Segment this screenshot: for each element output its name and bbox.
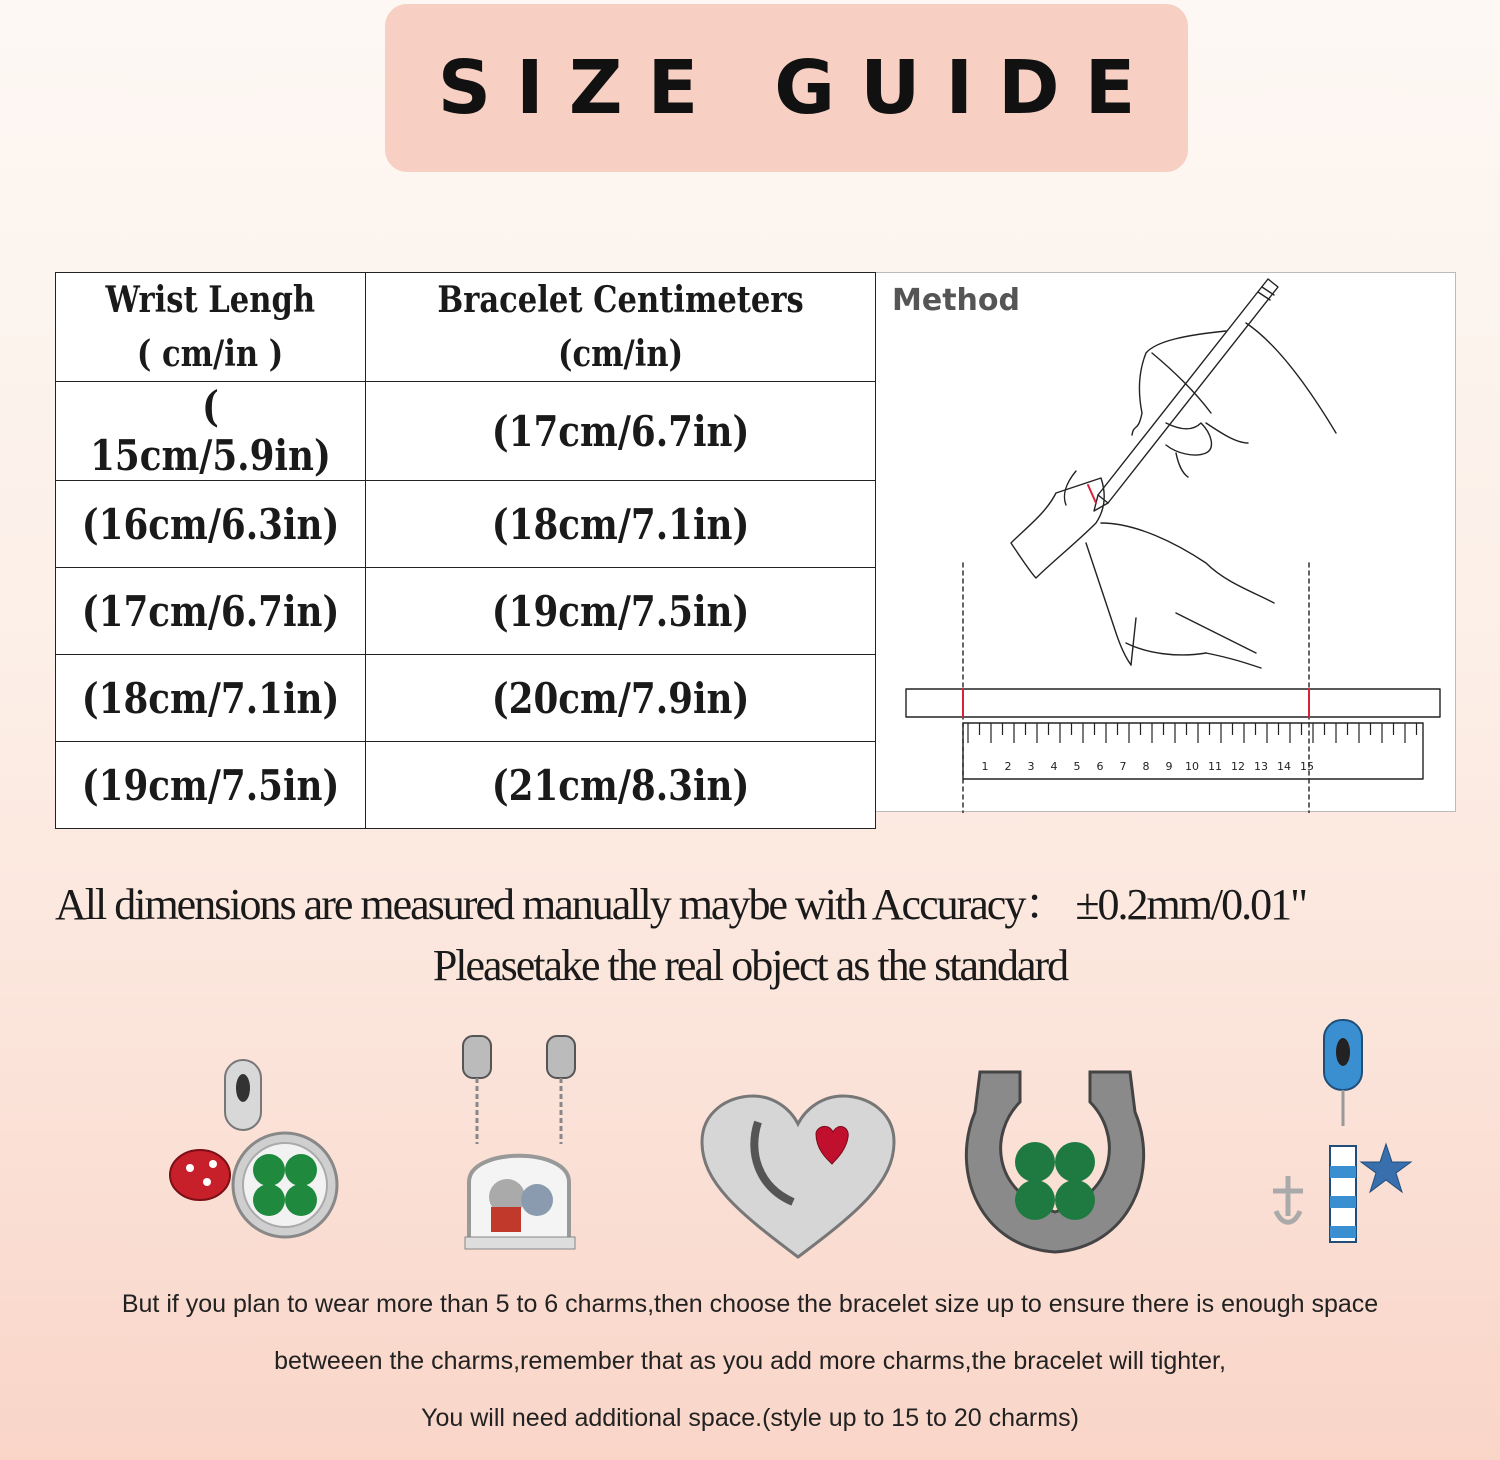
standard-note: Pleasetake the real object as the standard [432, 941, 1068, 990]
size-table [55, 272, 876, 829]
bracelet-cell [365, 481, 875, 568]
charm-gallery [0, 1010, 1500, 1280]
bracelet-value: (21cm/8.3in) [491, 760, 750, 810]
measuring-illustration [876, 273, 1456, 813]
wrist-cell [56, 655, 366, 742]
ruler-number: 11 [1208, 760, 1222, 773]
table-row [56, 481, 876, 568]
horseshoe-clover-charm-icon [950, 1062, 1160, 1257]
ruler-number: 15 [1300, 760, 1314, 773]
table-row [56, 568, 876, 655]
ruler-number: 13 [1254, 760, 1268, 773]
wrist-value: (19cm/7.5in) [81, 760, 340, 810]
page-title: SIZE GUIDE [437, 45, 1161, 131]
ruler-number: 6 [1096, 760, 1104, 773]
charm-advice-line-3: You will need additional space.(style up to 15 to 20 charms) [421, 1404, 1079, 1432]
ladybug-clover-charm-icon [165, 1050, 340, 1265]
charm-advice-line-2: betweeen the charms,remember that as you add more charms,the bracelet will tighter, [274, 1347, 1226, 1375]
wrist-cell [56, 568, 366, 655]
ruler-number: 3 [1027, 760, 1035, 773]
title-banner [385, 4, 1188, 172]
header-wrist-length [56, 273, 366, 382]
charm-advice-line-1: But if you plan to wear more than 5 to 6 charms,then choose the bracelet size up to ensure there is enough space [121, 1290, 1379, 1318]
ruler-number: 4 [1050, 760, 1058, 773]
ruler-number: 10 [1185, 760, 1199, 773]
ruler-number: 7 [1119, 760, 1127, 773]
ruler-number: 12 [1231, 760, 1245, 773]
ruler-number: 14 [1277, 760, 1291, 773]
bracelet-value: (20cm/7.9in) [491, 673, 750, 723]
writing-hand-icon [1132, 323, 1336, 477]
bracelet-value: (17cm/6.7in) [491, 406, 750, 456]
header-bracelet-cm-line1: Bracelet Centimeters [437, 279, 804, 321]
wrist-value: (18cm/7.1in) [81, 673, 340, 723]
table-header-row [56, 273, 876, 382]
table-row [56, 382, 876, 481]
wrist-value: (16cm/6.3in) [81, 499, 340, 549]
ruler-number: 8 [1142, 760, 1150, 773]
wrist-value: ( 15cm/5.9in) [90, 382, 331, 480]
wrist-hand-icon [1086, 523, 1274, 668]
wrist-cell [56, 382, 366, 481]
lighthouse-starfish-charm-icon [1268, 1016, 1423, 1251]
ruler-number: 9 [1165, 760, 1173, 773]
header-wrist-length-line1: Wrist Lengh [105, 279, 316, 321]
bracelet-cell [365, 655, 875, 742]
ruler-number: 2 [1004, 760, 1012, 773]
wrist-cell [56, 481, 366, 568]
swing-couple-charm-icon [455, 1032, 595, 1257]
accuracy-note: All dimensions are measured manually maybe with Accuracy： ±0.2mm/0.01" [55, 880, 1307, 929]
wrist-cell [56, 742, 366, 829]
header-bracelet-cm-line2: (cm/in) [557, 333, 683, 375]
bracelet-cell [365, 742, 875, 829]
table-row [56, 655, 876, 742]
bracelet-value: (18cm/7.1in) [491, 499, 750, 549]
bracelet-value: (19cm/7.5in) [491, 586, 750, 636]
heart-ruby-charm-icon [698, 1092, 898, 1262]
bracelet-cell [365, 382, 875, 481]
header-bracelet-cm [365, 273, 875, 382]
method-panel [876, 272, 1456, 812]
ruler-number: 1 [981, 760, 989, 773]
method-label: Method [892, 283, 1020, 318]
header-wrist-length-line2: ( cm/in ) [137, 333, 284, 375]
ruler-number: 5 [1073, 760, 1081, 773]
measuring-tape-icon [1011, 471, 1104, 578]
table-row [56, 742, 876, 829]
bracelet-cell [365, 568, 875, 655]
wrist-value: (17cm/6.7in) [81, 586, 340, 636]
